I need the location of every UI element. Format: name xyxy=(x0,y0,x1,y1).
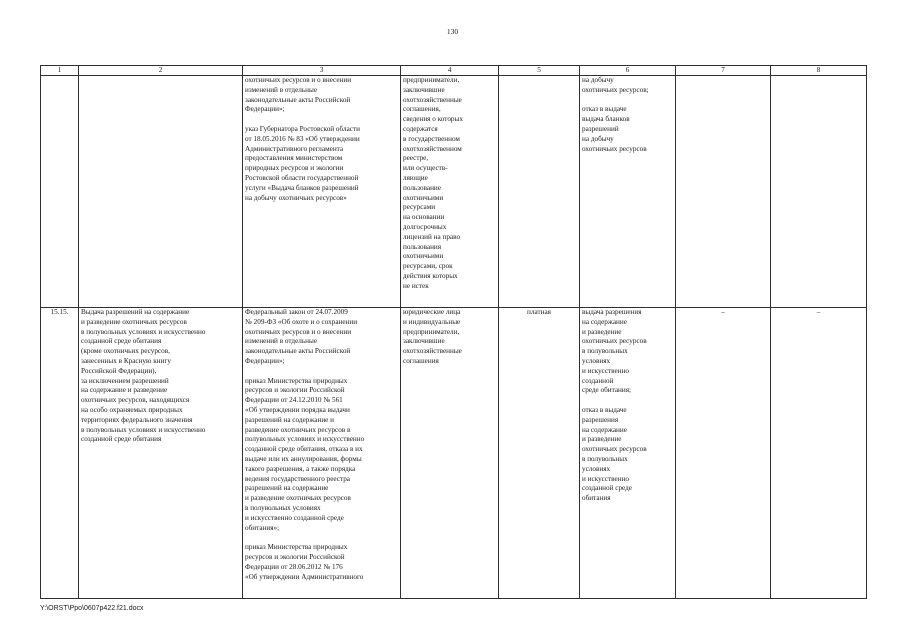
recipients-cell: предприниматели, заключившие охотхозяйственные соглашения, сведения о которых содержатся в государственном охотхозяйственном реестре, или осуществ- ляющие пользование охотничьими ресурсами на основании долгосрочных лицензий на право пользования охотничьими ресурсами, срок действия которых не истек xyxy=(401,76,499,308)
legal-basis-cell: охотничьих ресурсов и о внесении изменений в отдельные законодательные акты Российской Федерации»; указ Губернатора Ростовской области от 18.05.2016 № 83 «Об утверждении Административного регламента предоставления министерством природных ресурсов и экологии Ростовской области государственной услуги «Выдача бланков разрешений на добычу охотничьих ресурсов» xyxy=(243,76,401,308)
result-cell: на добычу охотничьих ресурсов; отказ в выдаче выдача бланков разрешений на добычу охотничьих ресурсов xyxy=(580,76,676,308)
column-8-cell xyxy=(771,76,867,308)
column-header: 8 xyxy=(771,66,867,76)
column-7-cell: – xyxy=(676,308,771,599)
column-8-cell: – xyxy=(771,308,867,599)
column-7-cell xyxy=(676,76,771,308)
table-row xyxy=(41,308,867,599)
column-header: 1 xyxy=(41,66,79,76)
row-number-cell xyxy=(41,76,79,308)
legal-basis-cell: Федеральный закон от 24.07.2009 № 209-ФЗ «Об охоте и о сохранении охотничьих ресурсов и о внесении изменений в отдельные законодательные акты Российской Федерации»; приказ Министерства природных ресурсов и экологии Российской Федерации от 24.12.2010 № 561 «Об утверждении порядка выдачи разрешений на содержание и разведение охотничьих ресурсов в полувольных условиях и искусственно созданной среде обитания, отказа в их выдаче или их аннулирования, формы такого разрешения, а также порядка ведения государственного реестра разрешений на содержание и разведение охотничьих ресурсов в полувольных условиях и искусственно созданной среде обитания»; приказ Министерства природных ресурсов и экологии Российской Федерации от 28.06.2012 № 176 «Об утверждении Административного xyxy=(243,308,401,599)
row-number-cell: 15.15. xyxy=(41,308,79,599)
column-header: 2 xyxy=(79,66,243,76)
table-header-row xyxy=(41,66,867,76)
column-header: 6 xyxy=(580,66,676,76)
services-table xyxy=(40,65,867,599)
service-name-cell xyxy=(79,76,243,308)
file-path-footer: Y:\ORST\Ppo\0607p422.f21.docx xyxy=(40,605,144,612)
column-header: 7 xyxy=(676,66,771,76)
service-name-cell: Выдача разрешений на содержание и разведение охотничьих ресурсов в полувольных условиях и искусственно созданной среде обитания (кроме охотничьих ресурсов, занесенных в Красную книгу Российской Федерации), за исключением разрешений на содержание и разведение охотничьих ресурсов, находящихся на особо охраняемых природных территориях федерального значения в полувольных условиях и искусственно созданной среде обитания xyxy=(79,308,243,599)
payment-cell xyxy=(499,76,580,308)
payment-cell: платная xyxy=(499,308,580,599)
recipients-cell: юридические лица и индивидуальные предприниматели, заключившие охотхозяйственные соглашения xyxy=(401,308,499,599)
result-cell: выдача разрешения на содержание и разведение охотничьих ресурсов в полувольных условиях и искусственно созданной среде обитания; отказ в выдаче разрешения на содержание и разведение охотничьих ресурсов в полувольных условиях и искусственно созданной среде обитания xyxy=(580,308,676,599)
table-row xyxy=(41,76,867,308)
column-header: 3 xyxy=(243,66,401,76)
column-header: 4 xyxy=(401,66,499,76)
page-number: 130 xyxy=(446,27,459,36)
column-header: 5 xyxy=(499,66,580,76)
